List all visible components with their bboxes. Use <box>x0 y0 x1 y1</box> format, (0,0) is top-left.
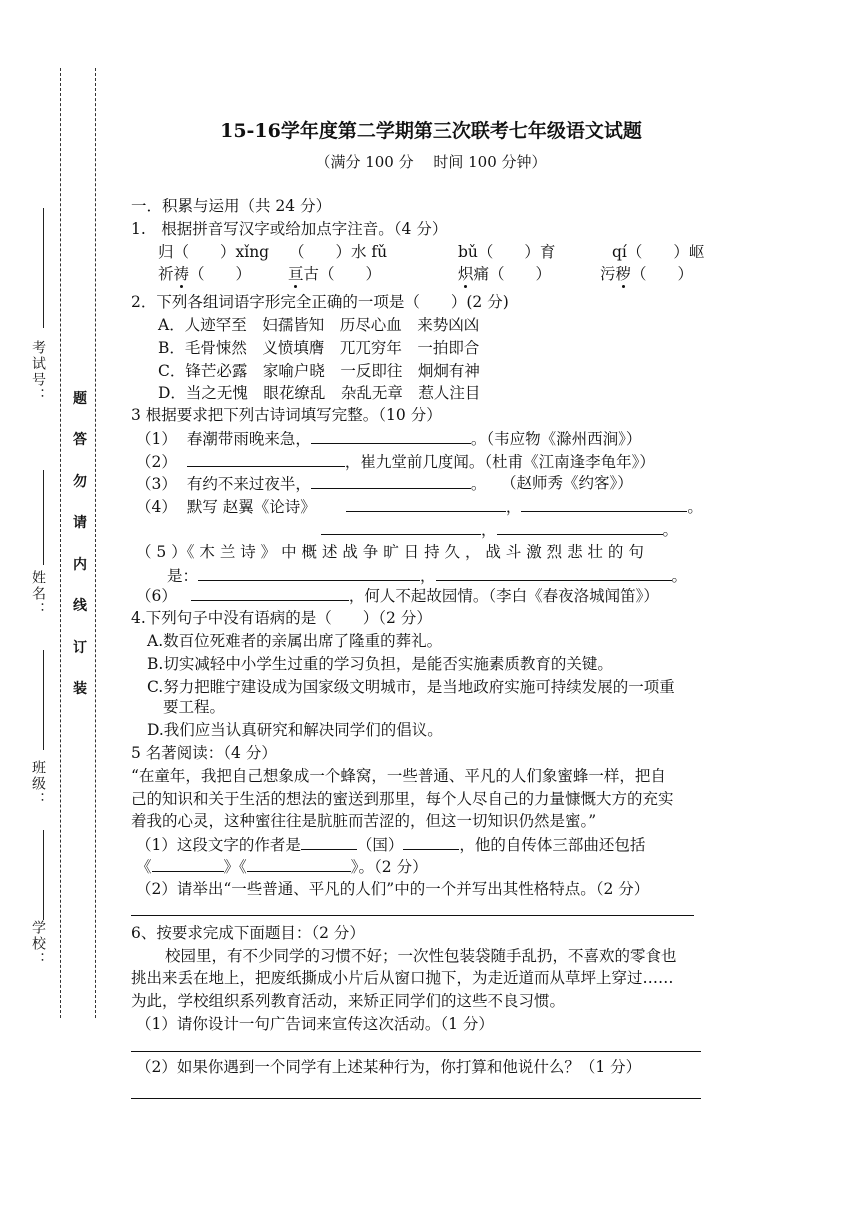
seal-line-notice <box>70 388 90 698</box>
q3-item-6: （6） ，何人不起故园情。（李白《春夜洛城闻笛》） <box>136 587 659 605</box>
q6-sub1: （1）请你设计一句广告词来宣传这次活动。（1 分） <box>136 1015 494 1033</box>
answer-blank[interactable] <box>198 565 420 581</box>
exam-number-blank[interactable] <box>43 208 44 328</box>
answer-blank[interactable] <box>152 856 224 872</box>
seal-char: 装 <box>73 680 87 697</box>
q1-item-gengu[interactable]: 亘古（ ） <box>288 265 382 283</box>
q3-item-4-line2: ， 。 <box>321 519 678 540</box>
seal-char: 答 <box>73 432 87 449</box>
answer-blank[interactable] <box>346 496 506 512</box>
class-label: 班级： <box>30 760 46 808</box>
answer-line[interactable] <box>131 1098 701 1099</box>
seal-char: 线 <box>73 598 87 615</box>
q5-sub1-cont: 《 》《 》。（2 分） <box>136 858 428 876</box>
q2-option-b[interactable]: B．毛骨悚然 义愤填膺 兀兀穷年 一拍即合 <box>158 339 480 357</box>
binding-dashed-line-inner <box>95 68 96 1018</box>
name-blank[interactable] <box>43 470 44 565</box>
q5-sub1: （1）这段文字的作者是 （国） ，他的自传体三部曲还包括 <box>136 836 646 854</box>
answer-blank[interactable] <box>247 856 351 872</box>
q6-passage-line: 挑出来丢在地上，把废纸撕成小片后从窗口抛下，为走近道而从草坪上穿过…… <box>131 969 674 987</box>
q3-item-1: （1） 春潮带雨晚来急， 。（韦应物《滁州西涧》） <box>136 430 642 448</box>
q3-stem: 3 根据要求把下列古诗词填写完整。（10 分） <box>131 406 442 424</box>
seal-char: 订 <box>73 639 87 656</box>
q1-item-chitong[interactable]: 炽痛（ ） <box>458 265 552 283</box>
q6-passage-line: 校园里，有不少同学的习惯不好；一次性包装袋随手乱扔，不喜欢的零食也 <box>165 947 677 965</box>
q2-option-c[interactable]: C．锋芒必露 家喻户晓 一反即往 炯炯有神 <box>158 362 480 380</box>
answer-blank[interactable] <box>311 473 471 489</box>
q3-item-3: （3） 有约不来过夜半， 。 <box>136 475 487 493</box>
q1-item-bu[interactable]: bǔ（ ）育 <box>458 243 556 261</box>
q2-option-d[interactable]: D．当之无愧 眼花缭乱 杂乱无章 惹人注目 <box>158 384 481 402</box>
q5-passage-line: 己的知识和关于生活的想法的蜜送到那里，每个人尽自己的力量慷慨大方的充实 <box>131 790 674 808</box>
q4-option-c-cont: 要工程。 <box>163 698 226 716</box>
answer-blank[interactable] <box>321 519 481 535</box>
q6-passage-line: 为此，学校组织系列教育活动，来矫正同学们的这些不良习惯。 <box>131 992 566 1010</box>
q1-item-qidao[interactable]: 祈祷（ ） <box>158 265 252 283</box>
class-blank[interactable] <box>43 650 44 750</box>
q1-item-fu[interactable]: （ ）水 fǔ <box>289 243 388 261</box>
school-blank[interactable] <box>43 830 44 920</box>
q5-passage-line: “在童年，我把自己想象成一个蜂窝，一些普通、平凡的人们象蜜蜂一样，把自 <box>131 767 666 785</box>
q6-stem: 6、按要求完成下面题目：（2 分） <box>131 924 365 942</box>
answer-blank[interactable] <box>497 519 663 535</box>
q1-stem: 1. 根据拼音写汉字或给加点字注音。（4 分） <box>131 220 448 238</box>
answer-blank[interactable] <box>521 496 687 512</box>
q4-option-d[interactable]: D.我们应当认真研究和解决同学们的倡议。 <box>147 721 443 739</box>
q3-item-3-source: （赵师秀《约客》） <box>501 474 633 492</box>
q3-item-4: （4） 默写 赵翼《论诗》 ， 。 <box>136 498 703 516</box>
answer-blank[interactable] <box>187 451 345 467</box>
answer-line[interactable] <box>131 915 694 916</box>
q5-passage-line: 着我的心灵，这种蜜往往是肮脏而苦涩的，但这一切知识仍然是蜜。” <box>131 812 597 830</box>
school-label: 学校： <box>30 920 46 968</box>
exam-subtitle: （满分 100 分 时间 100 分钟） <box>315 153 547 171</box>
exam-title: 15-16学年度第二学期第三次联考七年级语文试题 <box>220 120 642 142</box>
q5-stem: 5 名著阅读：（4 分） <box>131 744 277 762</box>
answer-line[interactable] <box>131 1051 701 1052</box>
q2-stem: 2．下列各组词语字形完全正确的一项是（ ）(2 分) <box>131 293 509 311</box>
binding-dashed-line-outer <box>60 68 61 1018</box>
q5-sub2: （2）请举出“一些普通、平凡的人们”中的一个并写出其性格特点。（2 分） <box>136 880 650 898</box>
q3-item-5: （ 5 ）《 木 兰 诗 》 中 概 述 战 争 旷 日 持 久 ， 战 斗 激 烈 悲 壮 的 句 <box>136 543 644 561</box>
name-label: 姓名： <box>30 570 46 618</box>
answer-blank[interactable] <box>311 428 471 444</box>
q3-item-5-line2: 是： ， 。 <box>167 567 688 585</box>
answer-blank[interactable] <box>301 834 357 850</box>
q3-item-2: （2） ，崔九堂前几度闻。（杜甫《江南逢李龟年》） <box>136 453 655 471</box>
seal-char: 题 <box>73 391 87 407</box>
q1-item-wuhui[interactable]: 污秽（ ） <box>600 265 694 283</box>
exam-number-label: 考试号： <box>30 340 46 404</box>
seal-char: 请 <box>73 515 87 532</box>
q1-item-qi[interactable]: qí（ ）岖 <box>612 243 705 261</box>
answer-blank[interactable] <box>436 565 672 581</box>
q4-option-a[interactable]: A.数百位死难者的亲属出席了隆重的葬礼。 <box>147 632 443 650</box>
answer-blank[interactable] <box>191 585 349 601</box>
section-heading: 一．积累与运用（共 24 分） <box>131 197 332 215</box>
answer-blank[interactable] <box>403 834 459 850</box>
q2-option-a[interactable]: A．人迹罕至 妇孺皆知 历尽心血 来势凶凶 <box>158 316 480 334</box>
seal-char: 内 <box>73 556 87 573</box>
q4-option-c[interactable]: C.努力把睢宁建设成为国家级文明城市，是当地政府实施可持续发展的一项重 <box>147 678 675 696</box>
q1-item-xing[interactable]: 归（ ）xǐng <box>158 243 270 261</box>
q6-sub2: （2）如果你遇到一个同学有上述某种行为，你打算和他说什么？（1 分） <box>136 1058 642 1076</box>
q4-stem: 4.下列句子中没有语病的是（ ）（2 分） <box>131 609 432 627</box>
seal-char: 勿 <box>73 473 87 490</box>
q4-option-b[interactable]: B.切实减轻中小学生过重的学习负担，是能否实施素质教育的关键。 <box>147 655 613 673</box>
